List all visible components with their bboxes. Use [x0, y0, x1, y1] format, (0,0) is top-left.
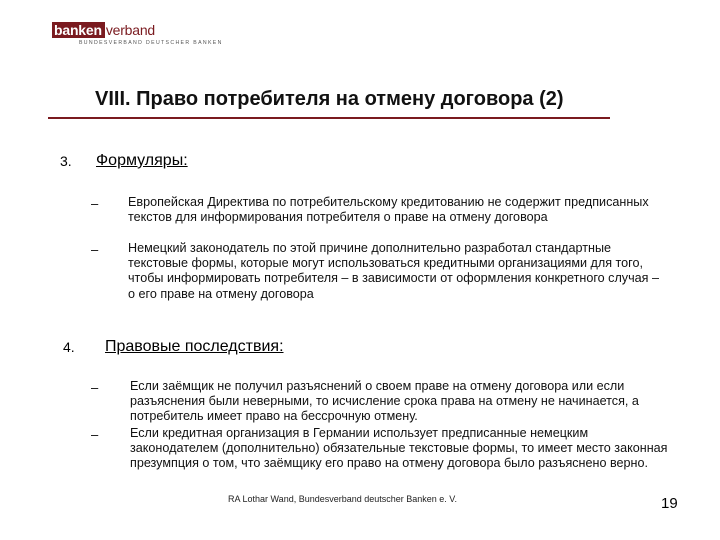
section-number: 3. [60, 153, 72, 169]
bullet-dash: – [91, 380, 99, 395]
bankenverband-logo [52, 22, 223, 46]
logo-wordmark [52, 22, 223, 38]
section-heading: Правовые последствия: [105, 338, 284, 355]
bullet-text: Немецкий законодатель по этой причине дополнительно разработал стандартные текстовые формы, которые могут использоваться кредитными организациями для того, чтобы информировать потребителя – в зависимости от оформления конкретного случая – о его праве на отмену договора [128, 241, 659, 301]
bullet-dash: – [91, 242, 99, 257]
logo-part-banken: banken [52, 22, 105, 38]
slide-title: VIII. Право потребителя на отмену договора (2) [95, 88, 564, 110]
bullet-text: Если заёмщик не получил разъяснений о своем праве на отмену договора или если разъяснения были неверными, то исчисление срока права на отмену не начинается, а потребитель имеет право на бессрочную отмену. [130, 379, 639, 424]
bullet-text: Европейская Директива по потребительскому кредитованию не содержит предписанных текстов для информирования потребителя о праве на отмену договора [128, 195, 649, 225]
bullet-dash: – [91, 196, 99, 211]
section-number: 4. [63, 339, 75, 355]
logo-subtitle: BUNDESVERBAND DEUTSCHER BANKEN [79, 40, 223, 46]
footer-credit: RA Lothar Wand, Bundesverband deutscher Banken e. V. [228, 494, 457, 504]
logo-part-verband: verband [105, 22, 156, 38]
section-heading: Формуляры: [96, 152, 188, 169]
title-divider [48, 117, 610, 119]
bullet-text: Если кредитная организация в Германии использует предписанные немецким законодателем (дополнительно) обязательные текстовые формы, то имеет место законная презумпция о том, что заёмщику его право на отмену договора было разъяснено верно. [130, 426, 668, 471]
page-number: 19 [661, 495, 678, 512]
bullet-dash: – [91, 427, 99, 442]
